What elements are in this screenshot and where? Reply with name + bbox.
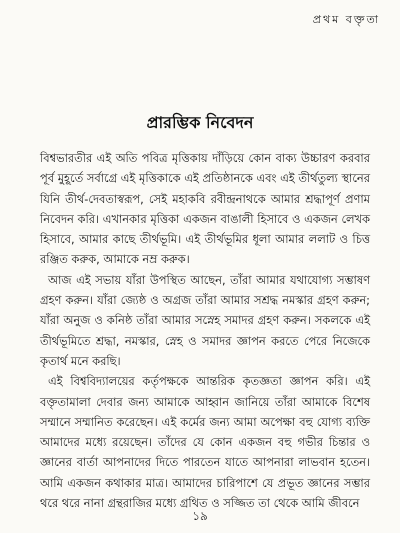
paragraph-1: বিশ্বভারতীর এই অতি পবিত্র মৃত্তিকায় দাঁড়িয়ে কোন বাক্য উচ্চারণ করবার পূর্ব মুহূর্তে সর্বাগ্রে এই মৃত্তিকাকে এই প্রতিষ্ঠানকে এবং এই তীর্থতুল্য স্থানের যিনি তীর্থ-দেবতাস্বরূপ, সেই মহাকবি রবীন্দ্রনাথকে আমার শ্রদ্ধাপূর্ণ প্রণাম নিবেদন করি। এখানকার মৃত্তিকা একজন বাঙালী হিসাবে ও একজন লেখক হিসাবে, আমার কাছে তীর্থভূমি। এই তীর্থভূমির ধূলা আমার ললাট ও চিত্ত রঞ্জিত করুক, আমাকে নম্র করুক। [40, 151, 370, 267]
chapter-title: প্রারম্ভিক নিবেদন [146, 113, 254, 132]
body-text [40, 148, 370, 513]
page-number: ১৯ [192, 509, 208, 523]
paragraph-2: আজ এই সভায় যাঁরা উপস্থিত আছেন, তাঁরা আমার যথাযোগ্য সম্ভাষণ গ্রহণ করুন। যাঁরা জ্যেষ্ঠ ও অগ্রজ তাঁরা আমার সশ্রদ্ধ নমস্কার গ্রহণ করুন; যাঁরা অনুজ ও কনিষ্ঠ তাঁরা আমার সস্নেহ সমাদর গ্রহণ করুন। সকলকে এই তীর্থভূমিতে শ্রদ্ধা, নমস্কার, স্নেহ ও সমাদর জ্ঞাপন করতে পেরে নিজেকে কৃতার্থ মনে করছি। [40, 272, 370, 368]
running-header: প্রথম বক্তৃতা [312, 13, 380, 26]
paragraph-3: এই বিশ্ববিদ্যালয়ের কর্তৃপক্ষকে আন্তরিক কৃতজ্ঞতা জ্ঞাপন করি। এই বক্তৃতামালা দেবার জন্য আমাকে আহ্বান জানিয়ে তাঁরা আমাকে বিশেষ সম্মানে সম্মানিত করেছেন। এই কর্মের জন্য আমা অপেক্ষা বহু যোগ্য ব্যক্তি আমাদের মধ্যে রয়েছেন। তাঁদের যে কোন একজন বহু গভীর চিন্তার ও জ্ঞানের বার্তা আপনাদের দিতে পারতেন যাতে আপনারা লাভবান হতেন। আমি একজন কথাকার মাত্র। আমাদের চারিপাশে যে প্রভূত জ্ঞানের সম্ভার থরে থরে নানা গ্রন্থরাজির মধ্যে গ্রথিত ও সজ্জিত তা থেকে আমি জীবনে [40, 374, 370, 511]
